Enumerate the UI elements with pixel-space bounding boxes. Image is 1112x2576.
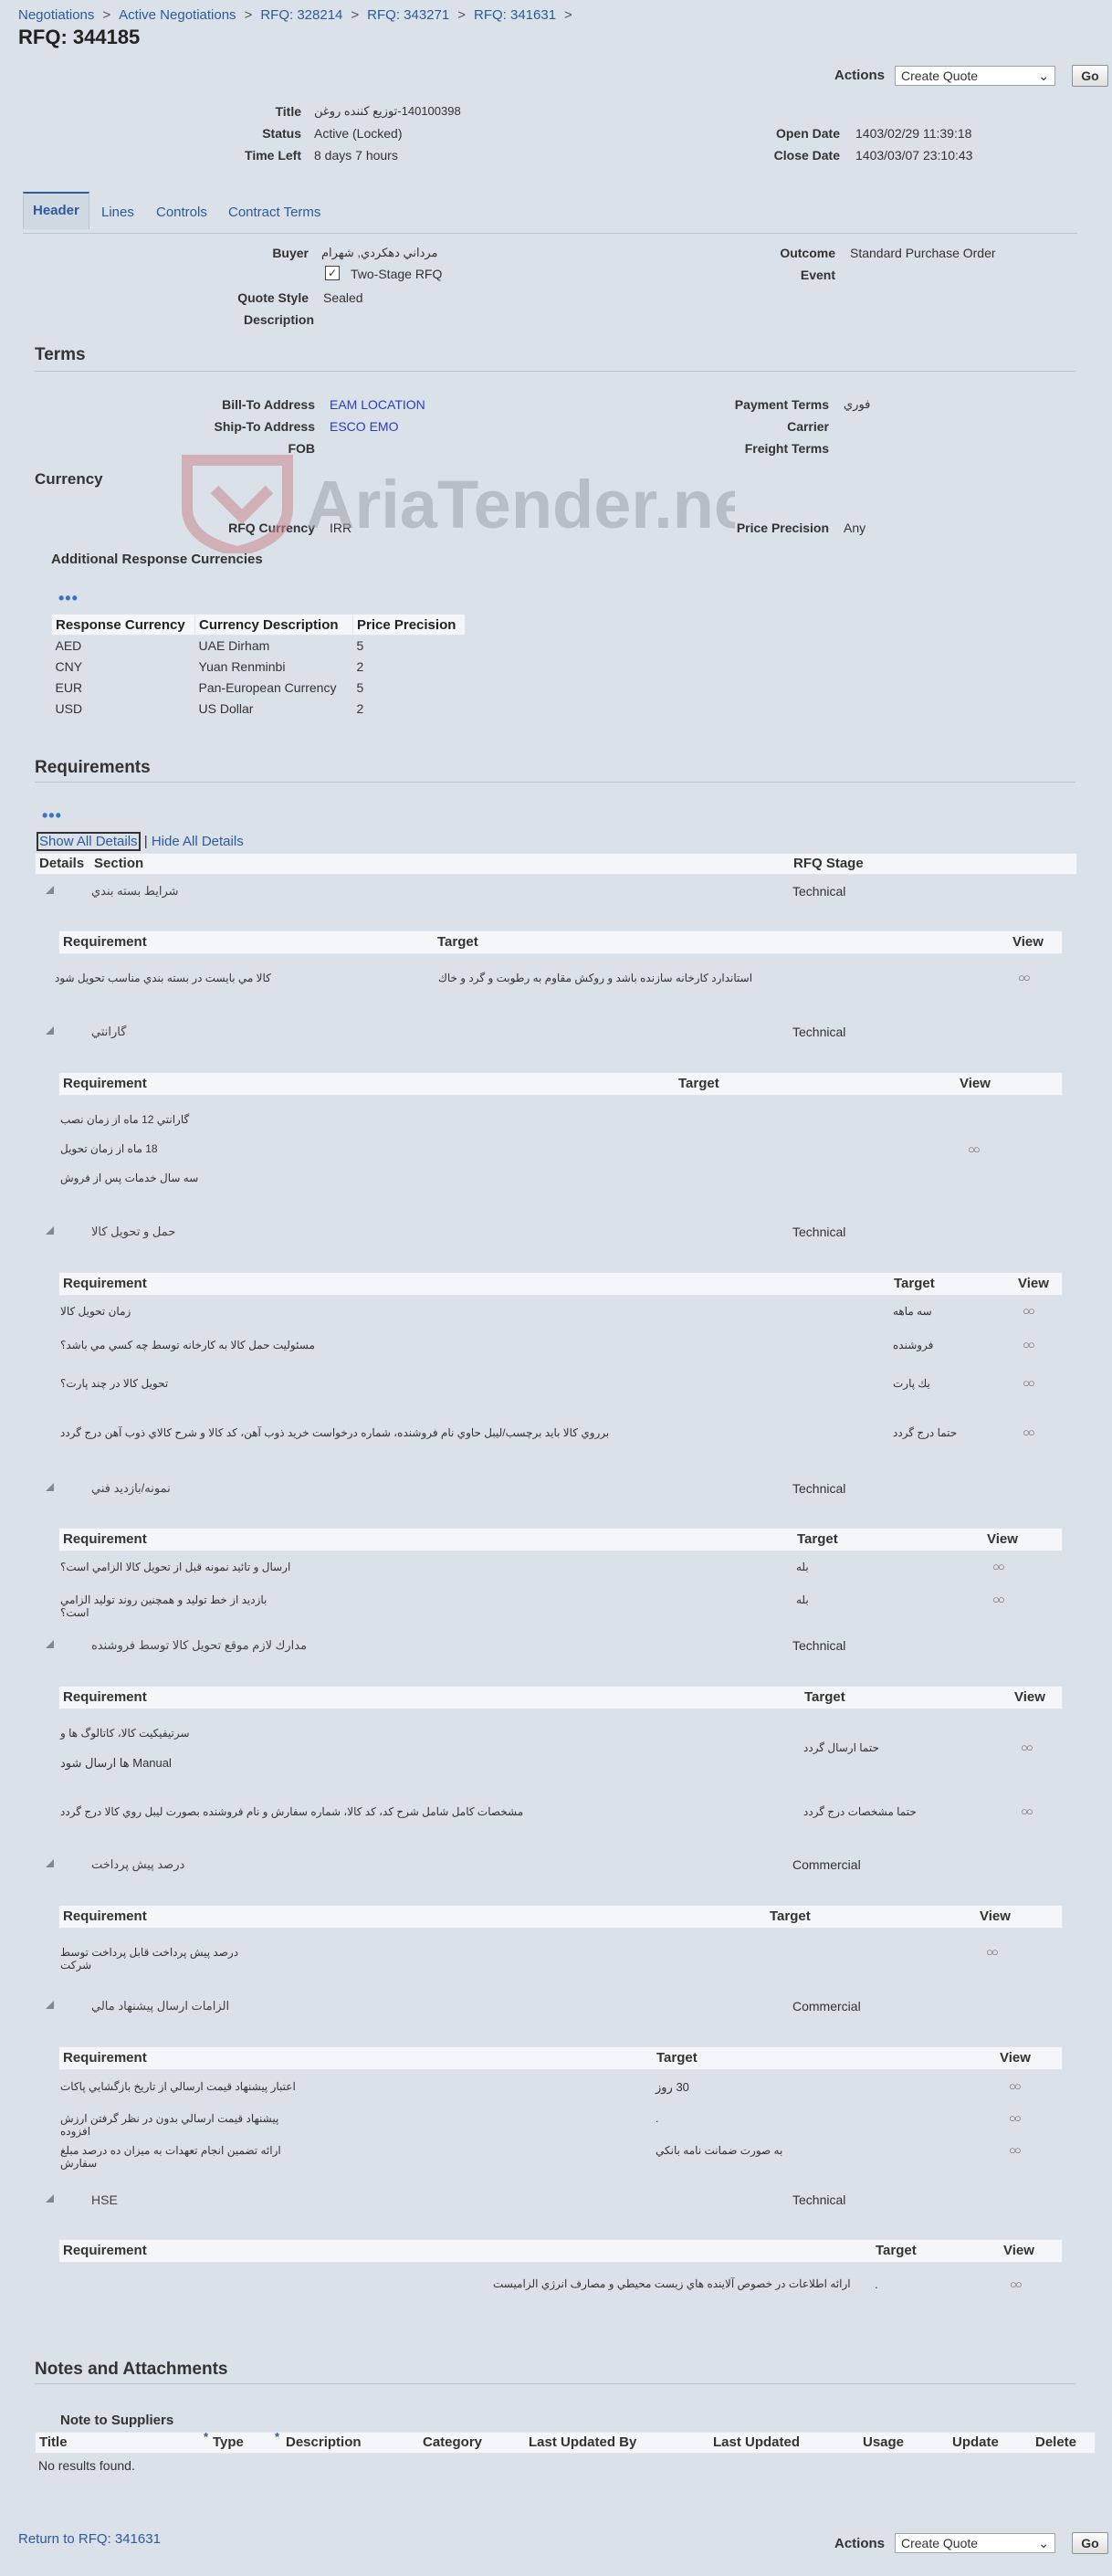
col-category: Category bbox=[423, 2434, 483, 2450]
col-response-currency: Response Currency bbox=[52, 615, 195, 636]
breadcrumb-rfq-343271[interactable]: RFQ: 343271 bbox=[367, 7, 450, 23]
requirement-table-header bbox=[58, 1528, 1063, 1551]
ship-to-link[interactable]: ESCO EMO bbox=[330, 419, 399, 434]
notes-heading: Notes and Attachments bbox=[35, 2360, 228, 2379]
show-all-details-link[interactable]: Show All Details bbox=[37, 832, 141, 851]
attachments-header-row bbox=[35, 2432, 1096, 2454]
target-text: بله bbox=[796, 1593, 809, 1606]
hide-all-details-link[interactable]: Hide All Details bbox=[151, 834, 244, 849]
actions-select[interactable] bbox=[895, 2533, 1055, 2553]
cell: Yuan Renminbi bbox=[198, 659, 286, 674]
cell: 5 bbox=[356, 638, 364, 654]
glasses-icon[interactable]: ○○ bbox=[992, 1593, 1003, 1606]
col-requirement: Requirement bbox=[63, 1276, 147, 1291]
section-name: HSE bbox=[91, 2192, 118, 2207]
section-name: گارانتي bbox=[91, 1025, 127, 1038]
more-options-icon[interactable]: ••• bbox=[58, 589, 79, 607]
target-text: حتما درج گردد bbox=[893, 1426, 958, 1439]
currency-heading: Currency bbox=[35, 470, 103, 488]
ship-to-label: Ship-To Address bbox=[214, 419, 315, 434]
rfq-currency-label: RFQ Currency bbox=[228, 520, 315, 535]
col-title: Title bbox=[39, 2434, 68, 2450]
col-view: View bbox=[1003, 2243, 1034, 2258]
cell: Pan-European Currency bbox=[198, 680, 337, 695]
go-button[interactable]: Go bbox=[1072, 65, 1108, 87]
rfq-currency-value: IRR bbox=[330, 520, 352, 535]
col-last-updated-by: Last Updated By bbox=[529, 2434, 637, 2450]
col-price-precision: Price Precision bbox=[353, 615, 466, 636]
cell: 2 bbox=[356, 659, 364, 674]
requirement-text: سرتيفيكيت كالا، كاتالوگ ها و bbox=[60, 1727, 190, 1740]
target-text: استاندارد كارخانه سازنده باشد و روكش مقاوم به رطوبت و گرد و خاك bbox=[438, 972, 753, 984]
glasses-icon[interactable]: ○○ bbox=[1009, 2079, 1020, 2093]
timeleft-value: 8 days 7 hours bbox=[314, 148, 398, 163]
link-divider: | bbox=[143, 834, 148, 849]
requirement-section-row bbox=[37, 873, 1077, 913]
glasses-icon[interactable]: ○○ bbox=[992, 1560, 1003, 1573]
breadcrumb-separator: > bbox=[351, 7, 360, 23]
actions-selected-value: Create Quote bbox=[901, 2536, 979, 2550]
payment-terms-value: فوري bbox=[844, 397, 871, 411]
required-icon: * bbox=[204, 2430, 209, 2444]
breadcrumb-separator: > bbox=[564, 7, 572, 23]
requirement-text: اعتبار پيشنهاد قيمت ارسالي از تاريخ بازگشايي پاكات bbox=[60, 2080, 296, 2093]
glasses-icon[interactable]: ○○ bbox=[1023, 1425, 1033, 1439]
col-view: View bbox=[1018, 1276, 1049, 1291]
requirement-text: پيشنهاد قيمت ارسالي بدون در نظر گرفتن ارزش افزوده bbox=[60, 2112, 279, 2138]
requirement-section-row bbox=[37, 1214, 1077, 1254]
additional-currencies-heading: Additional Response Currencies bbox=[51, 552, 263, 567]
checkbox-checked-icon: ✓ bbox=[325, 266, 340, 280]
target-text: حتما مشخصات درج گردد bbox=[803, 1805, 917, 1818]
tab-controls[interactable]: Controls bbox=[156, 205, 207, 220]
target-text: بله bbox=[796, 1561, 809, 1573]
requirement-text: درصد پيش پرداخت قابل پرداخت توسط شركت bbox=[60, 1946, 239, 1971]
col-view: View bbox=[987, 1531, 1018, 1547]
requirement-text: مسئوليت حمل كالا به كارخانه توسط چه كسي مي باشد؟ bbox=[60, 1339, 315, 1351]
requirement-text: گارانتي 12 ماه از زمان نصب bbox=[60, 1113, 190, 1126]
col-view: View bbox=[980, 1908, 1011, 1924]
section-stage: Technical bbox=[792, 884, 846, 899]
event-label: Event bbox=[800, 268, 835, 282]
col-currency-description: Currency Description bbox=[195, 615, 353, 636]
divider bbox=[35, 2383, 1075, 2384]
requirement-text: سه سال خدمات پس از فروش bbox=[60, 1172, 199, 1184]
col-target: Target bbox=[678, 1076, 719, 1091]
section-name: الزامات ارسال پيشنهاد مالي bbox=[91, 1999, 230, 2013]
col-target: Target bbox=[797, 1531, 838, 1547]
glasses-icon[interactable]: ○○ bbox=[1023, 1376, 1033, 1390]
close-date-label: Close Date bbox=[773, 148, 840, 163]
outcome-label: Outcome bbox=[780, 246, 835, 260]
requirement-table-header bbox=[58, 1072, 1063, 1096]
col-details: Details bbox=[39, 856, 85, 871]
col-view: View bbox=[960, 1076, 991, 1091]
glasses-icon[interactable]: ○○ bbox=[1010, 2277, 1021, 2291]
requirement-section-row bbox=[37, 1627, 1077, 1667]
glasses-icon[interactable]: ○○ bbox=[1023, 1304, 1033, 1318]
section-stage: Technical bbox=[792, 1025, 846, 1039]
col-last-updated: Last Updated bbox=[713, 2434, 801, 2450]
tab-contract-terms[interactable]: Contract Terms bbox=[228, 205, 321, 220]
col-rfq-stage: RFQ Stage bbox=[793, 856, 864, 871]
outcome-value: Standard Purchase Order bbox=[850, 246, 996, 260]
breadcrumb-separator: > bbox=[457, 7, 466, 23]
bill-to-link[interactable]: EAM LOCATION bbox=[330, 397, 425, 412]
status-value: Active (Locked) bbox=[314, 126, 403, 141]
cell: 5 bbox=[356, 680, 364, 695]
col-usage: Usage bbox=[863, 2434, 905, 2450]
collapse-triangle-icon[interactable] bbox=[46, 1640, 54, 1648]
cell: EUR bbox=[55, 680, 83, 695]
col-view: View bbox=[1000, 2050, 1031, 2066]
col-requirement: Requirement bbox=[63, 1076, 147, 1091]
quote-style-label: Quote Style bbox=[237, 290, 309, 305]
col-target: Target bbox=[894, 1276, 935, 1291]
breadcrumb-separator: > bbox=[244, 7, 253, 23]
section-name: شرايط بسته بندي bbox=[91, 884, 179, 898]
section-stage: Commercial bbox=[792, 1999, 861, 2013]
collapse-triangle-icon[interactable] bbox=[46, 2001, 54, 2009]
more-options-icon[interactable]: ••• bbox=[42, 806, 62, 825]
divider bbox=[35, 371, 1075, 372]
target-text: حتما ارسال گردد bbox=[803, 1741, 879, 1754]
requirements-heading: Requirements bbox=[35, 758, 151, 777]
section-stage: Technical bbox=[792, 1225, 846, 1239]
watermark-shield-icon bbox=[178, 453, 735, 553]
requirement-text: مشخصات كامل شامل شرح كد، كد كالا، شماره سفارش و نام فروشنده بصورت ليبل روي كالا درج گردد bbox=[60, 1805, 524, 1818]
target-text: به صورت ضمانت نامه بانكي bbox=[656, 2144, 783, 2157]
price-precision-label: Price Precision bbox=[736, 520, 829, 535]
page-title: RFQ: 344185 bbox=[18, 26, 141, 48]
section-stage: Technical bbox=[792, 2192, 846, 2207]
requirement-text: 18 ماه از زمان تحويل bbox=[60, 1142, 158, 1155]
cell: AED bbox=[55, 638, 82, 654]
requirement-table-header bbox=[58, 2046, 1063, 2070]
glasses-icon[interactable]: ○○ bbox=[986, 1945, 997, 1959]
terms-heading: Terms bbox=[35, 345, 86, 364]
col-target: Target bbox=[804, 1689, 845, 1705]
cell: 2 bbox=[356, 701, 364, 716]
col-requirement: Requirement bbox=[63, 2243, 147, 2258]
glasses-icon[interactable]: ○○ bbox=[1021, 1804, 1032, 1818]
breadcrumb bbox=[18, 7, 581, 23]
glasses-icon[interactable]: ○○ bbox=[1009, 2111, 1020, 2125]
requirement-text: زمان تحويل كالا bbox=[60, 1305, 131, 1318]
target-text: يك پارت bbox=[893, 1377, 930, 1390]
empty-state-text: No results found. bbox=[38, 2458, 135, 2473]
close-date-value: 1403/03/07 23:10:43 bbox=[855, 148, 973, 163]
col-type: Type bbox=[213, 2434, 244, 2450]
requirement-text: ارسال و تائيد نمونه قبل از تحويل كالا الزامي است؟ bbox=[60, 1561, 291, 1573]
collapse-triangle-icon[interactable] bbox=[46, 1026, 54, 1035]
bill-to-label: Bill-To Address bbox=[222, 397, 315, 412]
collapse-triangle-icon[interactable] bbox=[46, 1483, 54, 1491]
col-delete: Delete bbox=[1035, 2434, 1077, 2450]
fob-label: FOB bbox=[288, 441, 315, 456]
title-label: Title bbox=[275, 104, 301, 119]
col-target: Target bbox=[770, 1908, 811, 1924]
buyer-value: مرداني دهكردي, شهرام bbox=[321, 246, 438, 259]
open-date-label: Open Date bbox=[775, 126, 840, 141]
requirement-table-header bbox=[58, 931, 1063, 954]
requirement-section-row bbox=[37, 2182, 1077, 2222]
requirement-table-header bbox=[58, 1905, 1063, 1929]
col-view: View bbox=[1012, 934, 1044, 950]
requirement-text: كالا مي بايست در بسته بندي مناسب تحويل شود bbox=[55, 972, 271, 984]
col-target: Target bbox=[437, 934, 478, 950]
target-text: فروشنده bbox=[893, 1339, 934, 1351]
glasses-icon[interactable]: ○○ bbox=[968, 1142, 979, 1156]
collapse-triangle-icon[interactable] bbox=[46, 1226, 54, 1235]
col-requirement: Requirement bbox=[63, 1531, 147, 1547]
breadcrumb-rfq-341631[interactable]: RFQ: 341631 bbox=[473, 7, 557, 23]
requirement-text-continued: Manual ها ارسال شود bbox=[60, 1756, 172, 1770]
quote-style-value: Sealed bbox=[323, 290, 363, 305]
breadcrumb-negotiations[interactable]: Negotiations bbox=[18, 7, 95, 23]
open-date-value: 1403/02/29 11:39:18 bbox=[855, 126, 972, 141]
cell: CNY bbox=[55, 659, 83, 674]
divider bbox=[35, 782, 1075, 783]
collapse-triangle-icon[interactable] bbox=[46, 2194, 54, 2203]
requirement-text: بازديد از خط توليد و همچنين روند توليد الزامي است؟ bbox=[60, 1593, 268, 1619]
actions-select[interactable] bbox=[895, 66, 1055, 86]
currency-table bbox=[51, 614, 466, 720]
requirement-text: ارائه تضمين انجام تعهدات به ميزان ده درصد مبلغ سفارش bbox=[60, 2144, 281, 2170]
cell: UAE Dirham bbox=[198, 638, 270, 654]
col-requirement: Requirement bbox=[63, 1689, 147, 1705]
requirement-section-row bbox=[37, 1470, 1077, 1510]
target-text: 30 روز bbox=[656, 2080, 689, 2094]
requirement-section-row bbox=[37, 1846, 1077, 1887]
timeleft-label: Time Left bbox=[245, 148, 301, 163]
actions-label: Actions bbox=[834, 68, 886, 83]
section-name: نمونه/بازديد فني bbox=[91, 1481, 171, 1495]
requirement-text: تحويل كالا در چند پارت؟ bbox=[60, 1377, 169, 1390]
col-requirement: Requirement bbox=[63, 2050, 147, 2066]
requirement-table-header bbox=[58, 2239, 1063, 2263]
carrier-label: Carrier bbox=[787, 419, 829, 434]
go-button[interactable]: Go bbox=[1072, 2532, 1108, 2554]
price-precision-value: Any bbox=[844, 520, 866, 535]
col-requirement: Requirement bbox=[63, 1908, 147, 1924]
col-target: Target bbox=[876, 2243, 917, 2258]
title-value: 140100398-توزیع کننده روغن bbox=[314, 104, 461, 118]
status-label: Status bbox=[262, 126, 301, 141]
section-stage: Commercial bbox=[792, 1857, 861, 1872]
payment-terms-label: Payment Terms bbox=[734, 397, 829, 412]
col-target: Target bbox=[656, 2050, 698, 2066]
requirement-table-header bbox=[58, 1272, 1063, 1296]
requirement-text: برروي كالا بايد برچسب/ليبل حاوي نام فروشنده، شماره درخواست خريد ذوب آهن، كد كالا و شرح كالاي ذوب آهن درج گردد bbox=[60, 1426, 610, 1439]
collapse-triangle-icon[interactable] bbox=[46, 886, 54, 894]
glasses-icon[interactable]: ○○ bbox=[1021, 1740, 1032, 1754]
chevron-down-icon: ⌄ bbox=[1038, 2535, 1049, 2550]
section-name: درصد پيش پرداخت bbox=[91, 1857, 185, 1871]
target-text: . bbox=[875, 2277, 878, 2291]
tab-header[interactable]: Header bbox=[23, 192, 89, 229]
glasses-icon[interactable]: ○○ bbox=[1023, 1338, 1033, 1351]
collapse-triangle-icon[interactable] bbox=[46, 1859, 54, 1867]
requirement-text: ارائه اطلاعات در خصوص آلاينده هاي زيست محيطي و مصارف انرژي الزاميست bbox=[493, 2277, 851, 2290]
freight-terms-label: Freight Terms bbox=[744, 441, 829, 456]
breadcrumb-separator: > bbox=[102, 7, 111, 23]
section-name: مدارك لازم موقع تحويل كالا توسط فروشنده bbox=[91, 1638, 308, 1652]
watermark-text: AriaTender.ne bbox=[306, 467, 735, 542]
section-stage: Technical bbox=[792, 1481, 846, 1496]
watermark-logo bbox=[178, 453, 735, 556]
return-link[interactable]: Return to RFQ: 341631 bbox=[18, 2531, 161, 2547]
col-section: Section bbox=[94, 856, 144, 871]
actions-label: Actions bbox=[834, 2536, 886, 2551]
requirement-section-row bbox=[37, 1988, 1077, 2028]
tab-bar bbox=[23, 192, 1077, 234]
col-description: Description bbox=[286, 2434, 362, 2450]
two-stage-label: Two-Stage RFQ bbox=[351, 267, 443, 281]
cell: US Dollar bbox=[198, 701, 254, 716]
section-stage: Technical bbox=[792, 1638, 846, 1653]
chevron-down-icon: ⌄ bbox=[1038, 68, 1049, 83]
breadcrumb-rfq-328214[interactable]: RFQ: 328214 bbox=[260, 7, 343, 23]
breadcrumb-active-negotiations[interactable]: Active Negotiations bbox=[119, 7, 236, 23]
target-text: سه ماهه bbox=[893, 1305, 932, 1318]
requirement-table-header bbox=[58, 1686, 1063, 1709]
tab-lines[interactable]: Lines bbox=[101, 205, 134, 220]
required-icon: * bbox=[275, 2430, 280, 2444]
glasses-icon[interactable]: ○○ bbox=[1009, 2143, 1020, 2157]
col-update: Update bbox=[952, 2434, 999, 2450]
col-view: View bbox=[1014, 1689, 1045, 1705]
col-requirement: Requirement bbox=[63, 934, 147, 950]
buyer-label: Buyer bbox=[272, 246, 309, 260]
glasses-icon[interactable]: ○○ bbox=[1018, 971, 1029, 984]
section-name: حمل و تحويل كالا bbox=[91, 1225, 176, 1238]
description-label: Description bbox=[243, 312, 314, 327]
notes-subheading: Note to Suppliers bbox=[60, 2413, 174, 2428]
requirement-section-row bbox=[37, 1014, 1077, 1054]
target-text: . bbox=[656, 2112, 659, 2125]
actions-selected-value: Create Quote bbox=[901, 68, 979, 83]
requirements-header-row bbox=[35, 853, 1077, 875]
cell: USD bbox=[55, 701, 83, 716]
